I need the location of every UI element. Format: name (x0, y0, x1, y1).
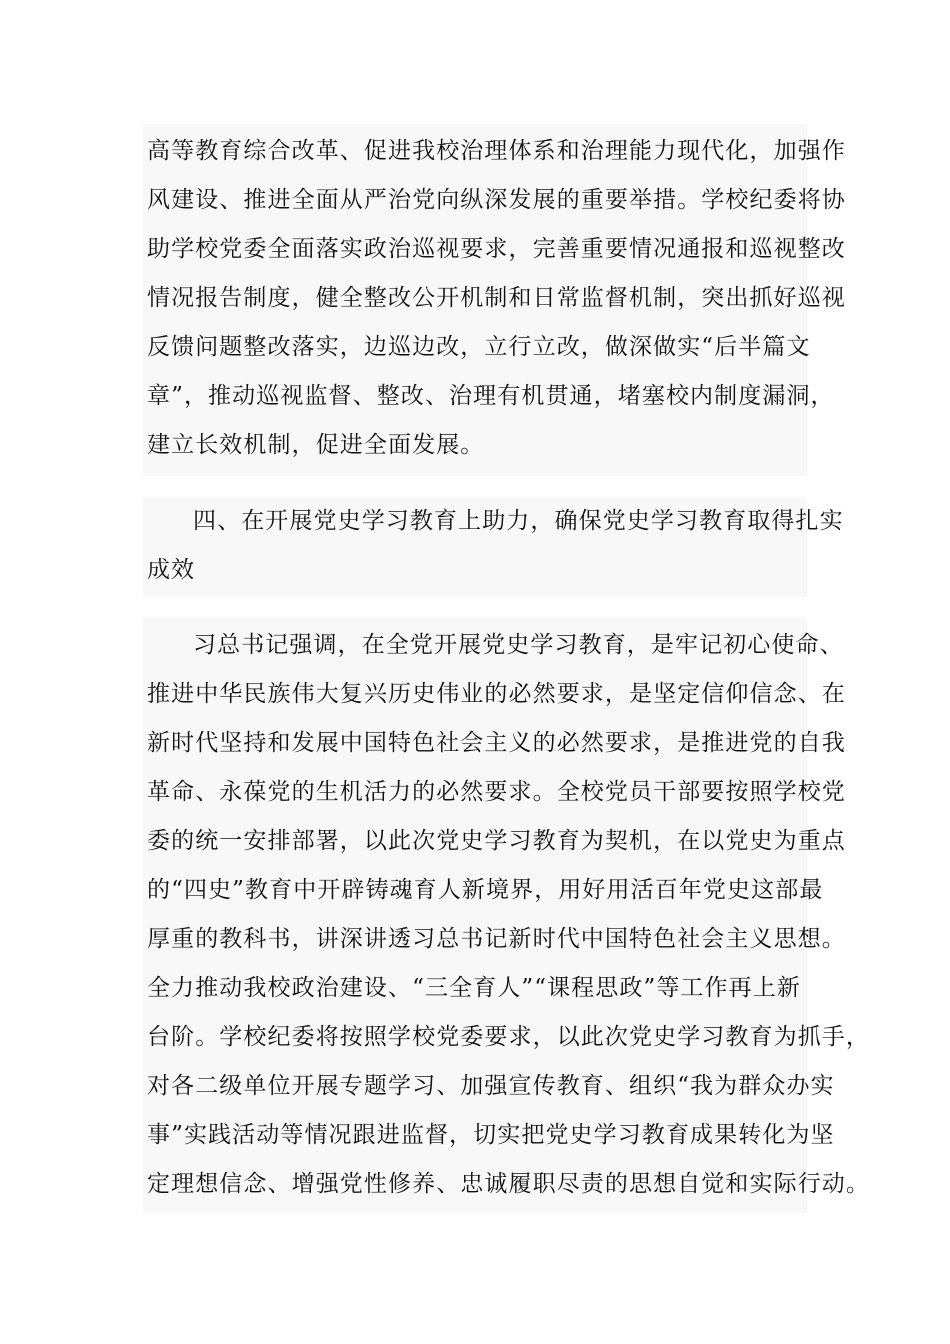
paragraph-line: 事”实践活动等情况跟进监督，切实把党史学习教育成果转化为坚 (147, 1122, 835, 1148)
paragraph-line: 风建设、推进全面从严治党向纵深发展的重要举措。学校纪委将协 (147, 187, 846, 213)
paragraph-line: 高等教育综合改革、促进我校治理体系和治理能力现代化，加强作 (147, 138, 846, 164)
paragraph-line: 助学校党委全面落实政治巡视要求，完善重要情况通报和巡视整改 (147, 236, 846, 262)
paragraph-line: 章”，推动巡视监督、整改、治理有机贯通，堵塞校内制度漏洞， (147, 383, 835, 409)
section-heading-four (143, 497, 844, 597)
paragraph-line: 革命、永葆党的生机活力的必然要求。全校党员干部要按照学校党 (147, 779, 846, 805)
paragraph-line: 建立长效机制，促进全面发展。 (147, 432, 485, 458)
paragraph-line: 对各二级单位开展专题学习、加强宣传教育、组织“我为群众办实 (147, 1073, 835, 1099)
paragraph-line: 新时代坚持和发展中国特色社会主义的必然要求，是推进党的自我 (147, 730, 846, 756)
paragraph-party-history-education (143, 617, 870, 1213)
heading-line: 成效 (147, 557, 196, 583)
paragraph-inspection-rectification (143, 124, 846, 476)
paragraph-line: 委的统一安排部署，以此次党史学习教育为契机，在以党史为重点 (147, 828, 846, 854)
paragraph-line: 习总书记强调，在全党开展党史学习教育，是牢记初心使命、 (193, 632, 844, 658)
paragraph-line: 厚重的教科书，讲深讲透习总书记新时代中国特色社会主义思想。 (147, 926, 846, 952)
paragraph-line: 反馈问题整改落实，边巡边改，立行立改，做深做实“后半篇文 (147, 334, 811, 360)
paragraph-line: 全力推动我校政治建设、“三全育人”“课程思政”等工作再上新 (147, 975, 801, 1001)
paragraph-line: 推进中华民族伟大复兴历史伟业的必然要求，是坚定信仰信念、在 (147, 681, 846, 707)
paragraph-line: 台阶。学校纪委将按照学校党委要求，以此次党史学习教育为抓手， (147, 1024, 870, 1050)
heading-line: 四、在开展党史学习教育上助力，确保党史学习教育取得扎实 (193, 508, 844, 534)
paragraph-line: 情况报告制度，健全整改公开机制和日常监督机制，突出抓好巡视 (147, 285, 846, 311)
paragraph-line: 的“四史”教育中开辟铸魂育人新境界，用好用活百年党史这部最 (147, 877, 824, 903)
paragraph-line: 定理想信念、增强党性修养、忠诚履职尽责的思想自觉和实际行动。 (147, 1171, 870, 1197)
